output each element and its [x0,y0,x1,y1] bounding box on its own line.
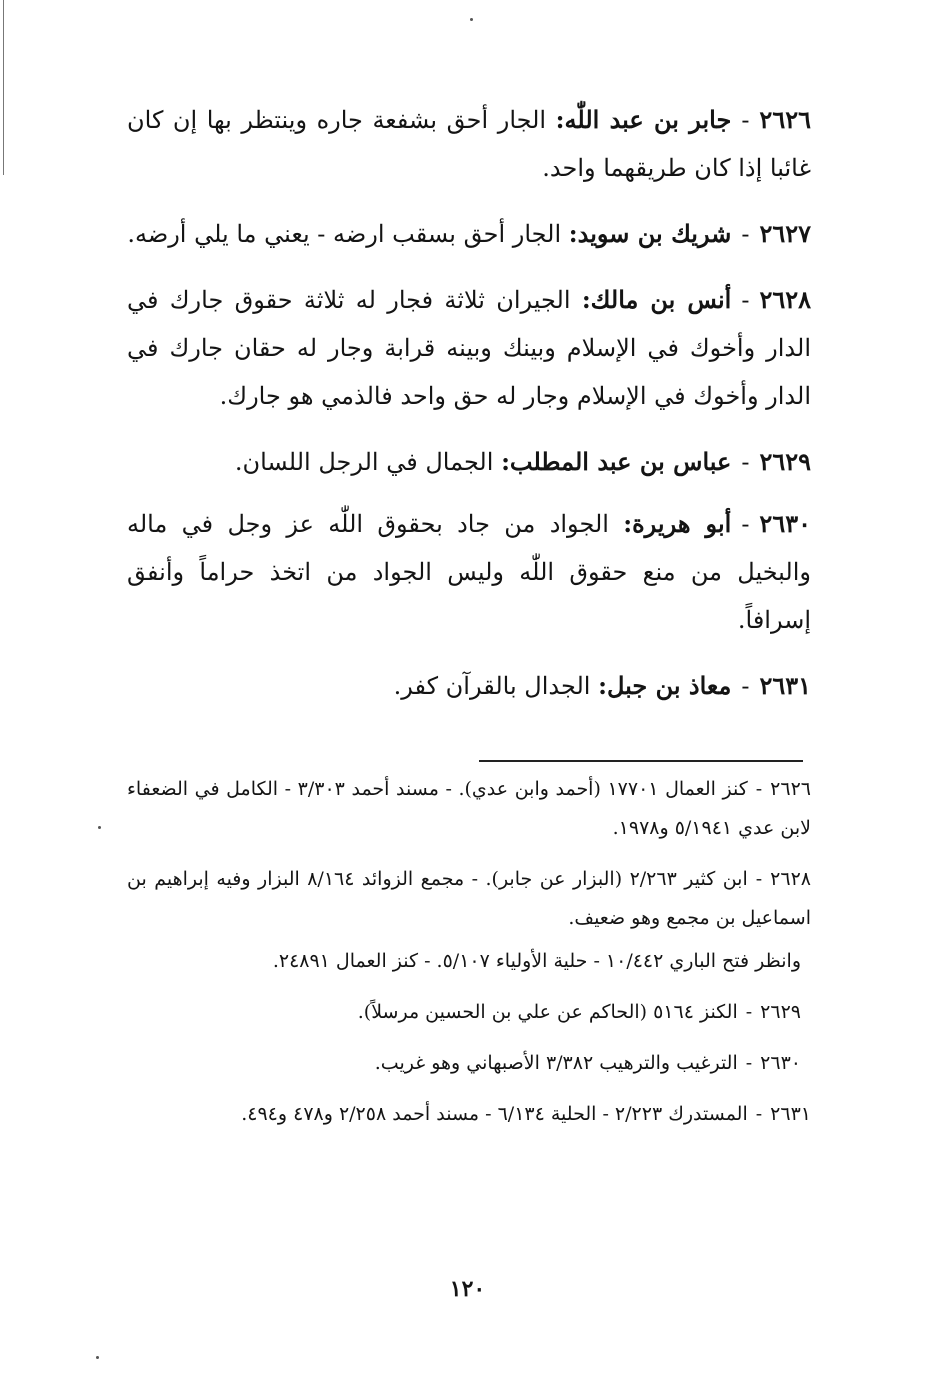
footnotes [127,770,811,1146]
footnote-2628 [127,860,811,938]
footnote-dash: - [745,1052,753,1074]
scan-speck [98,826,101,829]
entry-2629 [127,438,811,486]
footnote-dash: - [755,868,763,890]
entry-author: عباس بن عبد المطلب: [501,447,732,476]
entry-text: الجواد من جاد بحقوق اللّٰه عز وجل في ماله والبخيل من منع حقوق اللّٰه وليس الجواد من اتخذ حراماً وأنفق إسرافاً. [127,510,811,634]
entry-number: ٢٦٣١ [759,671,811,700]
footnote-text: الترغيب والترهيب ٣/٣٨٢ الأصبهاني وهو غريب. [374,1052,738,1074]
footnote-dash: - [755,778,763,800]
entry-text: الجيران ثلاثة فجار له ثلاثة حقوق جارك في الدار وأخوك في الإسلام وبينك وبينه قرابة وجار له حقان جارك في الدار وأخوك في الإسلام وجار له حق واحد فالذمي هو جارك. [127,286,811,410]
entry-2626 [127,96,811,192]
footnote-2631 [127,1095,811,1134]
footnote-2629 [127,993,811,1032]
footnote-text: كنز العمال ١٧٧٠١ (أحمد وابن عدي). - مسند أحمد ٣/٣٠٣ - الكامل في الضعفاء لابن عدي ٥/١٩٤١ و١٩٧٨. [127,778,811,839]
footnote-number: ٢٦٢٦ [770,778,811,800]
footnote-2626 [127,770,811,848]
entry-dash: - [741,448,750,476]
entry-text: الجار أحق بسقب ارضه - يعني ما يلي أرضه. [127,220,562,248]
footnote-separator [479,760,803,762]
entry-text: الجار أحق بشفعة جاره وينتظر بها إن كان غائبا إذا كان طريقهما واحد. [127,106,811,182]
entry-2628 [127,276,811,420]
entry-number: ٢٦٣٠ [759,509,811,538]
entry-dash: - [741,510,750,538]
entry-dash: - [741,672,750,700]
footnote-continuation [127,942,811,981]
entry-author: أبو هريرة: [623,509,732,538]
footnote-text: وانظر فتح الباري ١٠/٤٤٢ - حلية الأولياء ٥/١٠٧. - كنز العمال ٢٤٨٩١. [272,950,801,972]
entry-author: أنس بن مالك: [581,285,732,314]
entry-2627 [127,210,811,258]
footnote-number: ٢٦٢٩ [760,1001,801,1023]
footnote-number: ٢٦٣٠ [760,1052,801,1074]
entry-number: ٢٦٢٨ [759,285,811,314]
page-number: ١٢٠ [449,1276,486,1302]
footnote-text: المستدرك ٢/٢٢٣ - الحلية ٦/١٣٤ - مسند أحمد ٢/٢٥٨ و٤٧٨ و٤٩٤. [241,1103,748,1125]
footnote-number: ٢٦٢٨ [770,868,811,890]
scan-edge-line [3,0,4,175]
entry-dash: - [741,220,750,248]
entry-author: جابر بن عبد اللّٰه: [555,105,732,134]
entry-text: الجدال بالقرآن كفر. [393,672,591,700]
entry-author: شريك بن سويد: [568,219,732,248]
entry-2631 [127,662,811,710]
scan-speck [96,1356,99,1359]
footnote-2630 [127,1044,811,1083]
entry-2630 [127,500,811,644]
entry-number: ٢٦٢٧ [759,219,811,248]
entry-text: الجمال في الرجل اللسان. [234,448,494,476]
entry-number: ٢٦٢٦ [759,105,811,134]
footnote-dash: - [755,1103,763,1125]
entry-dash: - [741,286,750,314]
scan-speck [470,18,473,21]
entry-author: معاذ بن جبل: [598,671,732,700]
entry-number: ٢٦٢٩ [759,447,811,476]
footnote-text: الكنز ٥١٦٤ (الحاكم عن علي بن الحسين مرسلاً). [357,1001,738,1023]
footnote-number: ٢٦٣١ [770,1103,811,1125]
footnote-text: ابن كثير ٢/٢٦٣ (البزار عن جابر). - مجمع الزوائد ٨/١٦٤ البزار وفيه إبراهيم بن اسماعيل بن مجمع وهو ضعيف. [127,868,811,929]
main-text [127,96,811,724]
footnote-dash: - [745,1001,753,1023]
entry-dash: - [741,106,750,134]
